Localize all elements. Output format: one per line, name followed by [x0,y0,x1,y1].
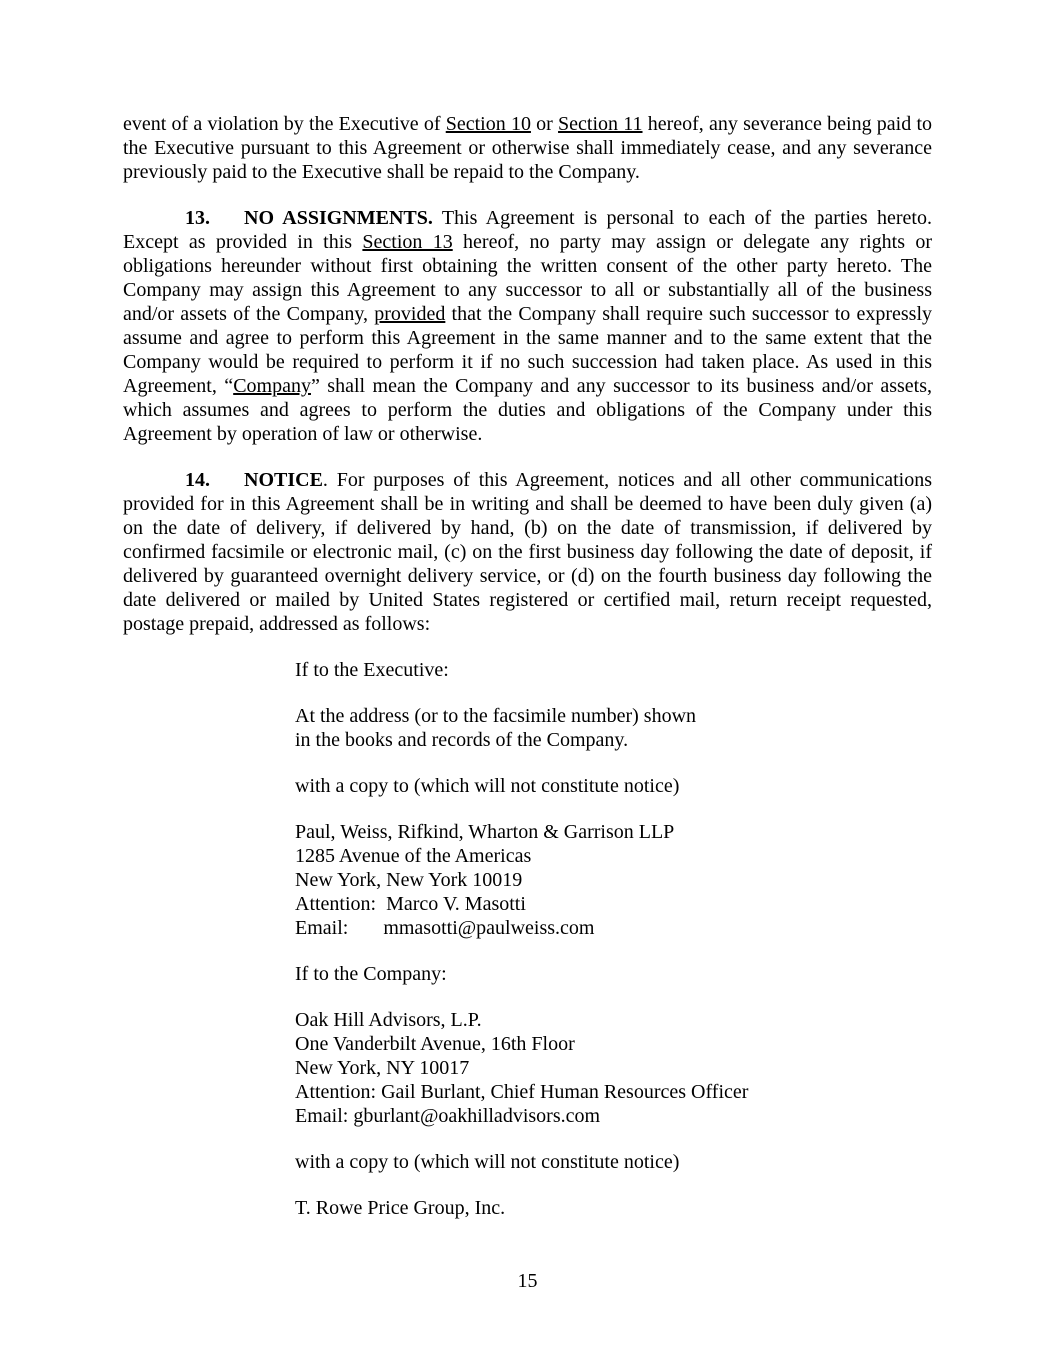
section-11-reference: Section 11 [558,113,643,135]
section-13-reference: Section 13 [362,231,453,253]
text-segment: hereof, any severance being paid to the Executive pursuant to this Agreement or otherwise shall immediately cease, and any severance previously paid to the Executive shall be repaid to the Company. [123,113,933,183]
notice-line: New York, New York 10019 [295,869,523,891]
paragraph-14-notice [123,468,932,636]
notice-line: If to the Company: [295,963,447,985]
text-segment: ” shall mean the Company and any successor to its business and/or assets, which assumes and agrees to perform the duties and obligations of the Company under this Agreement by operation of law or otherwise. [123,375,932,445]
notice-block-copy-notice-1 [295,774,932,798]
company-defined-term: Company [233,375,311,397]
paragraph-heading: NOTICE [244,469,323,491]
text-segment: . For purposes of this Agreement, notices and all other communications provided for in this Agreement shall be in writing and shall be deemed to have been duly given (a) on the date of delivery, if delivered by hand, (b) on the date of transmission, if delivered by confirmed facsimile or electronic mail, (c) on the first business day following the date of deposit, if delivered by guaranteed overnight delivery service, or (d) on the fourth business day following the date delivered or mailed by United States registered or certified mail, return receipt requested, postage prepaid, addressed as follows: [123,469,932,635]
notice-line: Email: gburlant@oakhilladvisors.com [295,1105,601,1127]
notice-line: Email: mmasotti@paulweiss.com [295,917,595,939]
section-10-reference: Section 10 [445,113,531,135]
paragraph-heading: NO ASSIGNMENTS. [244,207,433,229]
notice-line: 1285 Avenue of the Americas [295,845,532,867]
notice-line: with a copy to (which will not constitute notice) [295,1151,680,1173]
notice-line: Attention: Gail Burlant, Chief Human Resources Officer [295,1081,749,1103]
provided-emphasis: provided [374,303,446,325]
notice-block-copy-notice-2 [295,1150,932,1174]
notice-line: in the books and records of the Company. [295,729,629,751]
notice-block-company-address [295,1008,932,1128]
notice-block-company-label [295,962,932,986]
page-number: 15 [517,1270,538,1292]
notice-block-executive-address [295,704,932,752]
text-segment: that the Company shall require such successor to expressly assume and agree to perform this Agreement in the same manner and to the same extent that the Company would be required to perform it if no such succession had taken place. As used in this Agreement, “ [123,303,932,397]
notice-block-trowe-price [295,1196,932,1220]
paragraph-number: 13. [185,207,210,229]
notice-line: New York, NY 10017 [295,1057,470,1079]
notice-line: One Vanderbilt Avenue, 16th Floor [295,1033,575,1055]
text-segment: or [530,113,559,135]
notice-line: Paul, Weiss, Rifkind, Wharton & Garrison LLP [295,821,675,843]
paragraph-number: 14. [185,469,210,491]
text-segment: This Agreement is personal to each of the parties hereto. Except as provided in this [123,207,932,253]
notice-line: Attention: Marco V. Masotti [295,893,526,915]
text-segment: event of a violation by the Executive of [123,113,446,135]
notice-line: Oak Hill Advisors, L.P. [295,1009,482,1031]
notice-block-paul-weiss-address [295,820,932,940]
paragraph-13-no-assignments [123,206,932,446]
notice-line: with a copy to (which will not constitute notice) [295,775,680,797]
notice-block-executive-label [295,658,932,682]
text-segment: hereof, no party may assign or delegate any rights or obligations hereunder without first obtaining the written consent of the other party hereto. The Company may assign this Agreement to any successor to all or substantially all of the business and/or assets of the Company, [123,231,932,325]
notice-line: If to the Executive: [295,659,449,681]
notice-line: T. Rowe Price Group, Inc. [295,1197,506,1219]
paragraph-severance-continuation [123,112,932,184]
notice-line: At the address (or to the facsimile number) shown [295,705,697,727]
